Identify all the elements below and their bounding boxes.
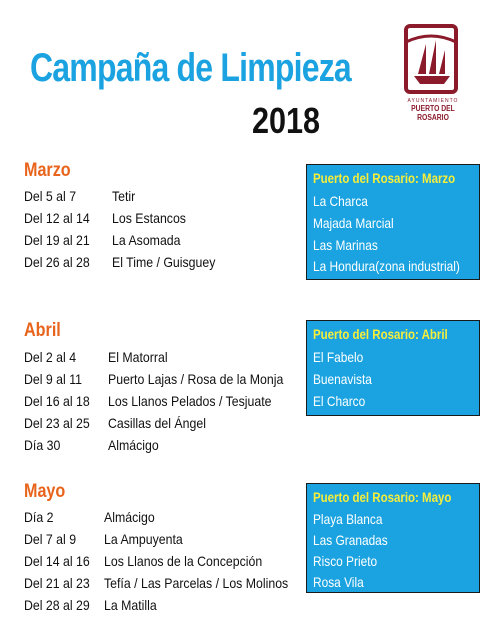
box-item: Rosa Vila [313,574,364,590]
year-label: 2018 [252,100,321,141]
box-item: El Charco [313,393,366,409]
box-item: Buenavista [313,371,372,387]
row-place: Tefía / Las Parcelas / Los Molinos [104,575,289,591]
box-item: La Charca [313,193,368,209]
box-item: Las Granadas [313,532,388,548]
row-dates: Día 2 [24,509,54,525]
logo-line1: AYUNTAMIENTO [407,98,459,104]
box-marzo [306,164,480,280]
box-item: Las Marinas [313,237,378,253]
box-title: Puerto del Rosario: Mayo [313,490,452,505]
row-dates: Del 14 al 16 [24,553,90,569]
row-dates: Del 7 al 9 [24,531,77,547]
row-place: Casillas del Ángel [108,415,206,431]
row-place: La Matilla [104,597,157,613]
row-dates: Del 26 al 28 [24,254,90,270]
box-mayo [306,483,480,593]
row-place: El Time / Guisguey [112,254,216,270]
row-dates: Del 12 al 14 [24,210,90,226]
box-item: La Hondura(zona industrial) [313,258,460,274]
row-dates: Del 19 al 21 [24,232,90,248]
row-place: Almácigo [104,509,155,525]
row-place: Los Estancos [112,210,186,226]
row-dates: Del 5 al 7 [24,188,77,204]
row-dates: Del 28 al 29 [24,597,90,613]
box-item: Playa Blanca [313,511,383,527]
box-title: Puerto del Rosario: Marzo [313,171,456,186]
row-dates: Día 30 [24,437,61,453]
page-title: Campaña de Limpieza [30,46,351,90]
row-place: La Asomada [112,232,181,248]
row-dates: Del 2 al 4 [24,349,77,365]
box-item: El Fabelo [313,349,364,365]
row-dates: Del 21 al 23 [24,575,90,591]
row-place: La Ampuyenta [104,531,183,547]
row-place: Tetir [112,188,136,204]
row-dates: Del 16 al 18 [24,393,90,409]
row-place: Puerto Lajas / Rosa de la Monja [108,371,284,387]
month-heading-marzo: Marzo [24,160,71,181]
row-place: Los Llanos Pelados / Tesjuate [108,393,272,409]
row-dates: Del 23 al 25 [24,415,90,431]
box-abril [306,320,480,416]
box-item: Risco Prieto [313,553,378,569]
logo-line2: PUERTO DEL ROSARIO [411,104,455,122]
row-place: El Matorral [108,349,168,365]
box-title: Puerto del Rosario: Abril [313,327,448,342]
month-heading-abril: Abril [24,320,61,341]
row-place: Los Llanos de la Concepción [104,553,263,569]
month-heading-mayo: Mayo [24,481,66,502]
row-dates: Del 9 al 11 [24,371,82,387]
row-place: Almácigo [108,437,159,453]
box-item: Majada Marcial [313,215,394,231]
